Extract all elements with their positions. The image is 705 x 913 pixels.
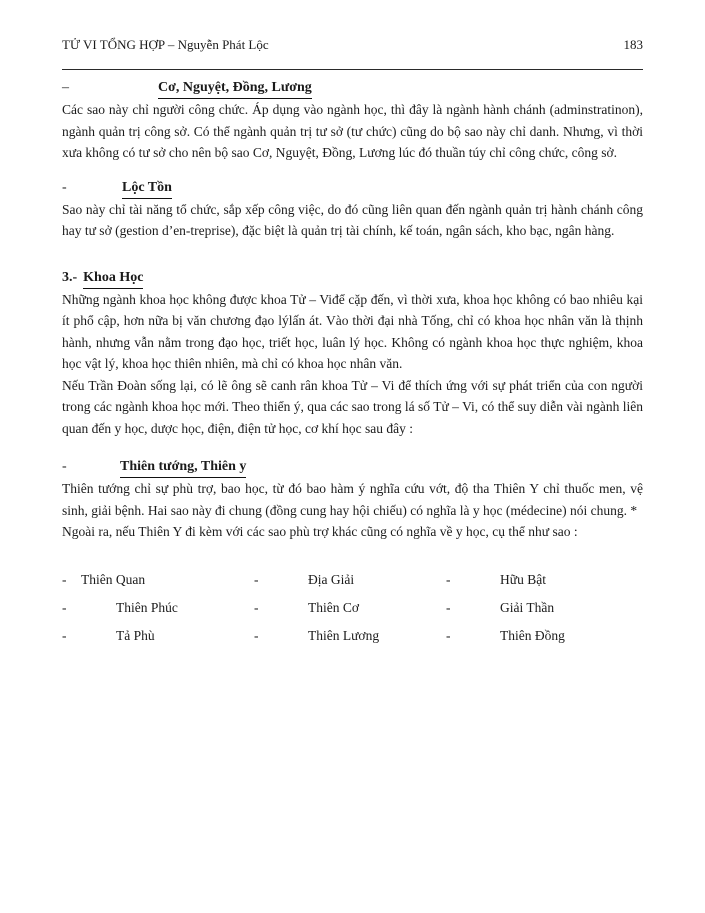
bullet-dash: - — [62, 571, 67, 587]
section-heading-khoa-hoc — [62, 268, 643, 289]
star-name: Hữu Bật — [500, 571, 546, 587]
bullet-dash: - — [446, 571, 451, 587]
heading-dash: - — [62, 459, 67, 474]
heading-label: Cơ, Nguyệt, Đồng, Lương — [158, 78, 312, 99]
header-rule — [62, 69, 643, 70]
star-name: Thiên Đồng — [500, 627, 565, 643]
heading-dash: – — [62, 80, 69, 95]
star-name: Thiên Lương — [308, 627, 380, 643]
paragraph-loc-ton: Sao này chỉ tài năng tổ chức, sắp xếp công việc, do đó cũng liên quan đến ngành quản trị hành chánh công hay tư sở (gestion d’en-treprise), đặc biệt là quản trị tài chính, kế toán, ngân sách, kho bạc, ngân hàng. — [62, 201, 643, 238]
bullet-dash: - — [62, 627, 67, 643]
star-item — [446, 628, 565, 644]
star-name: Tả Phù — [116, 627, 155, 643]
paragraph-khoa-hoc-2: Nếu Trần Đoàn sống lại, có lẽ ông sẽ canh rân khoa Tử – Vi để thích ứng với sự phát triển của con người trong các ngành khoa học mới. Theo thiển ý, qua các sao trong lá số Tử – Vi, có thể suy diễn vài ngành liên quan đến y học, dược học, điện, điện tử học, cơ khí học sau đây : — [62, 377, 643, 436]
section-heading-co-nguyet-dong-luong — [62, 78, 643, 99]
paragraph-ngoai-ra: Ngoài ra, nếu Thiên Y đi kèm với các sao phù trợ khác cũng có nghĩa về y học, cụ thể như sao : — [62, 524, 578, 539]
star-item — [62, 600, 254, 616]
star-list-row — [62, 600, 643, 616]
star-name: Giải Thần — [500, 599, 555, 615]
bullet-dash: - — [254, 599, 259, 615]
heading-dash: - — [62, 179, 67, 195]
bullet-dash: - — [446, 599, 451, 615]
star-list-row — [62, 572, 643, 588]
paragraph-cong-chuc: Các sao này chỉ người công chức. Áp dụng vào ngành học, thì đây là ngành hành chánh (adminstratinon), ngành quản trị công sở. Có thể ngành quản trị tư sở (tư chức) cũng do bộ sao này chỉ danh. Nhưng, vì thời xưa không có tư sở cho nên bộ sao Cơ, Nguyệt, Đồng, Lương lúc đó thuần túy chỉ công chức, công sở. — [62, 102, 643, 160]
heading-label: Thiên tướng, Thiên y — [120, 457, 246, 478]
star-list — [62, 572, 643, 644]
star-name: Thiên Phúc — [116, 599, 178, 615]
star-item — [254, 628, 446, 644]
book-title: TỬ VI TỔNG HỢP – Nguyễn Phát Lộc — [62, 37, 269, 52]
bullet-dash: - — [254, 627, 259, 643]
star-list-row — [62, 628, 643, 644]
paragraph-thien-tuong: Thiên tướng chỉ sự phù trợ, bao học, từ đó bao hàm ý nghĩa cứu vớt, độ tha Thiên Y chỉ thuốc men, vệ sinh, giải bệnh. Hai sao này đi chung (đồng cung hay hội chiếu) có nghĩa là y học (médecine) nói chung. * — [62, 481, 643, 518]
star-name: Thiên Quan — [81, 571, 146, 587]
heading-label: Khoa Học — [83, 268, 143, 289]
star-item — [62, 628, 254, 644]
section-heading-thien-tuong-thien-y — [62, 457, 643, 478]
star-name: Địa Giải — [308, 571, 355, 587]
section-heading-loc-ton — [62, 178, 643, 199]
page-number: 183 — [623, 37, 643, 52]
star-item — [254, 572, 446, 588]
heading-label: Lộc Tồn — [122, 178, 172, 199]
star-item — [254, 600, 446, 616]
heading-number: 3.- — [62, 269, 78, 285]
star-item — [446, 600, 554, 616]
running-header — [62, 36, 643, 53]
paragraph-khoa-hoc-1: Những ngành khoa học không được khoa Tử – Viđể cặp đến, vì thời xưa, khoa học không có bao nhiêu kại ít phổ cập, hơn nữa bị văn chương đạo lýlấn át. Vào thời đại nhà Tống, chỉ có khoa học nhân văn là thịnh hành, nhưng vẫn nằm trong đạo học, triết học, luân lý học. Không có ngành khoa học thực nghiệm, khoa học vật lý, khoa học thiên nhiên, mà chỉ có khoa học nhân văn. — [62, 291, 643, 371]
star-item — [62, 572, 254, 588]
star-name: Thiên Cơ — [308, 599, 360, 615]
bullet-dash: - — [62, 599, 67, 615]
bullet-dash: - — [446, 627, 451, 643]
star-item — [446, 572, 546, 588]
bullet-dash: - — [254, 571, 259, 587]
